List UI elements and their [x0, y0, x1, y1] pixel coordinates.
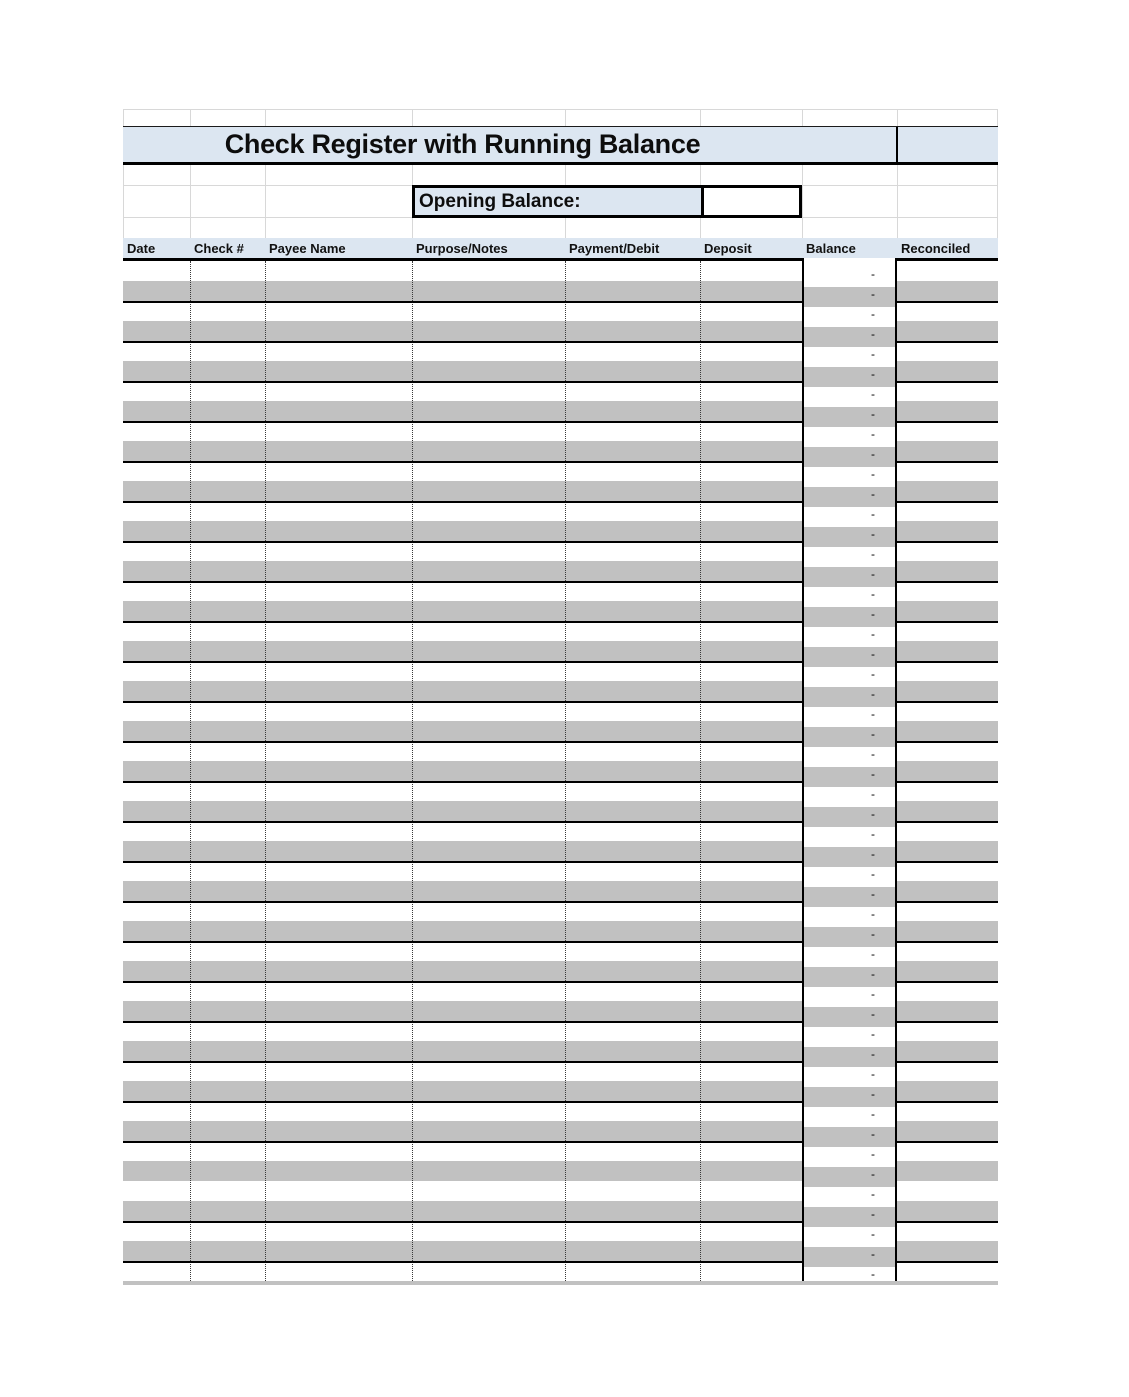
balance-dash-cell: -: [871, 507, 875, 521]
faint-gridline: [700, 109, 701, 126]
balance-dash-cell: -: [871, 447, 875, 461]
balance-dash-cell: -: [871, 607, 875, 621]
faint-gridline: [997, 109, 998, 126]
balance-dash-cell: -: [871, 627, 875, 641]
faint-gridline: [802, 165, 803, 238]
balance-dash-cell: -: [871, 647, 875, 661]
balance-dash-cell: -: [871, 487, 875, 501]
balance-dash-cell: -: [871, 987, 875, 1001]
balance-dash-cell: -: [871, 1227, 875, 1241]
balance-dash-cell: -: [871, 887, 875, 901]
faint-gridline: [123, 165, 124, 238]
balance-dash-cell: -: [871, 1167, 875, 1181]
col-header-date: Date: [127, 241, 156, 256]
balance-dash-cell: -: [871, 387, 875, 401]
opening-balance-box: [412, 185, 802, 218]
faint-gridline: [412, 109, 413, 126]
column-separator-purpose-payment: [565, 261, 566, 1281]
balance-dash-cell: -: [871, 967, 875, 981]
balance-dash-cell: -: [871, 1107, 875, 1121]
balance-dash-cell: -: [871, 787, 875, 801]
faint-gridline: [802, 109, 803, 126]
balance-dash-cell: -: [871, 707, 875, 721]
balance-dash-cell: -: [871, 667, 875, 681]
balance-dash-cell: -: [871, 1187, 875, 1201]
faint-gridline: [897, 165, 898, 238]
balance-dash-cell: -: [871, 767, 875, 781]
col-header-deposit: Deposit: [704, 241, 752, 256]
balance-dash-cell: -: [871, 527, 875, 541]
balance-dash-cell: -: [871, 407, 875, 421]
balance-dash-cell: -: [871, 1207, 875, 1221]
col-header-balance: Balance: [806, 241, 856, 256]
col-header-reconciled: Reconciled: [901, 241, 971, 256]
balance-dash-cell: -: [871, 947, 875, 961]
balance-dash-cell: -: [871, 367, 875, 381]
faint-gridline: [997, 165, 998, 238]
balance-dash-cell: -: [871, 427, 875, 441]
col-header-check-number: Check #: [194, 241, 244, 256]
balance-dash-cell: -: [871, 347, 875, 361]
column-separator-payment-deposit: [700, 261, 701, 1281]
balance-dash-cell: -: [871, 307, 875, 321]
col-header-payment-debit: Payment/Debit: [569, 241, 660, 256]
balance-dash-cell: -: [871, 587, 875, 601]
balance-dash-cell: -: [871, 727, 875, 741]
col-header-payee-name: Payee Name: [269, 241, 346, 256]
faint-gridline: [565, 109, 566, 126]
balance-dash-cell: -: [871, 567, 875, 581]
page-title: Check Register with Running Balance: [224, 129, 701, 159]
faint-gridline: [123, 109, 998, 110]
column-separator-date-check: [190, 261, 191, 1281]
title-band-bottom-border: [123, 162, 998, 165]
opening-balance-value-cell[interactable]: [704, 188, 799, 215]
opening-balance-label: Opening Balance:: [415, 188, 701, 215]
balance-dash-cell: -: [871, 467, 875, 481]
balance-column[interactable]: [802, 258, 897, 1285]
balance-dash-cell: -: [871, 327, 875, 341]
balance-dash-cell: -: [871, 1047, 875, 1061]
bottom-partial-row: [123, 1281, 998, 1285]
balance-dash-cell: -: [871, 1087, 875, 1101]
balance-dash-cell: -: [871, 547, 875, 561]
faint-gridline: [190, 165, 191, 238]
column-separator-payee-purpose: [412, 261, 413, 1281]
faint-gridline: [265, 165, 266, 238]
balance-dash-cell: -: [871, 1267, 875, 1281]
col-header-purpose-notes: Purpose/Notes: [416, 241, 508, 256]
balance-dash-cell: -: [871, 687, 875, 701]
column-separator-check-payee: [265, 261, 266, 1281]
balance-dash-cell: -: [871, 907, 875, 921]
balance-dash-cell: -: [871, 867, 875, 881]
column-header-band: [123, 238, 998, 258]
balance-dash-cell: -: [871, 267, 875, 281]
faint-gridline: [897, 109, 898, 126]
balance-dash-cell: -: [871, 1247, 875, 1261]
balance-dash-cell: -: [871, 747, 875, 761]
balance-dash-cell: -: [871, 1147, 875, 1161]
faint-gridline: [190, 109, 191, 126]
balance-dash-cell: -: [871, 827, 875, 841]
balance-dash-cell: -: [871, 1127, 875, 1141]
faint-gridline: [123, 109, 124, 126]
balance-dash-cell: -: [871, 1067, 875, 1081]
faint-gridline: [265, 109, 266, 126]
balance-dash-cell: -: [871, 847, 875, 861]
balance-dash-cell: -: [871, 1027, 875, 1041]
balance-dash-column: [804, 264, 895, 1284]
balance-dash-cell: -: [871, 287, 875, 301]
title-band-divider: [896, 127, 898, 162]
balance-dash-cell: -: [871, 1007, 875, 1021]
balance-dash-cell: -: [871, 807, 875, 821]
balance-dash-cell: -: [871, 927, 875, 941]
